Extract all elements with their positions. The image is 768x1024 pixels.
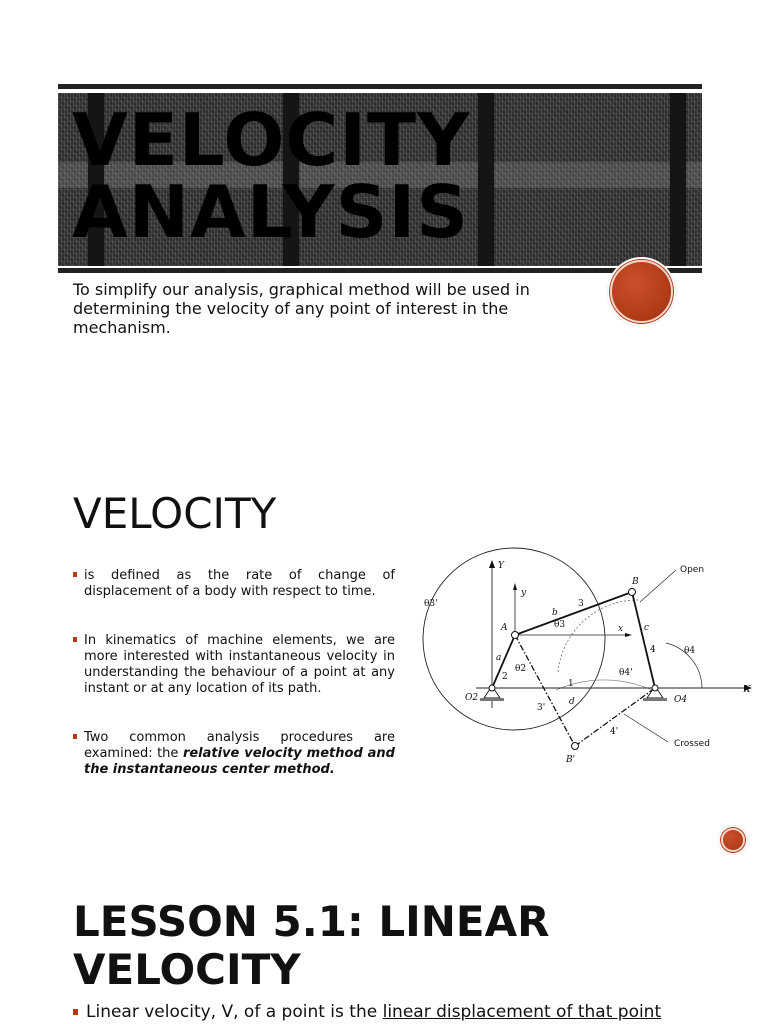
label-x: x <box>618 624 624 634</box>
label-y: y <box>521 588 527 598</box>
velocity-bullet-list <box>73 568 395 811</box>
label-B: B <box>632 577 639 587</box>
label-4p: 4' <box>610 727 619 737</box>
label-a: a <box>496 653 502 663</box>
banner-top-line <box>58 84 702 89</box>
label-b: b <box>552 608 558 618</box>
ground-O2-base <box>480 698 504 701</box>
local-y-arrow <box>513 583 517 590</box>
linear-velocity-bullet <box>73 1002 661 1022</box>
label-open: Open <box>680 565 705 575</box>
link-4-crossed <box>575 688 655 746</box>
label-theta4: θ4 <box>684 646 696 656</box>
bullet-item <box>73 568 395 600</box>
intro-text: To simplify our analysis, graphical method will be used in determining the velocity of any point of interest in the mechanism. <box>73 280 530 337</box>
pivot-Bp <box>572 743 579 750</box>
lesson-heading-line1: LESSON 5.1: LINEAR <box>73 897 550 946</box>
label-theta2: θ2 <box>515 664 527 674</box>
pivot-O4 <box>652 685 658 691</box>
slide-title-line1: VELOCITY <box>72 98 471 182</box>
pivot-A <box>512 632 519 639</box>
label-1: 1 <box>568 679 574 689</box>
bullet-text: Two common analysis procedures are examined: the <box>84 730 395 761</box>
label-3: 3 <box>578 599 584 609</box>
bullet-emphasis: relative velocity method and the instantaneous center method. <box>84 746 395 777</box>
crossed-leader <box>624 714 668 742</box>
banner-stripe <box>670 93 686 266</box>
label-O2: O2 <box>465 693 479 703</box>
bullet-text: Linear velocity, V, of a point is the <box>86 1002 383 1022</box>
bullet-item <box>73 633 395 697</box>
label-theta3p: θ3' <box>424 599 438 609</box>
label-O4: O4 <box>674 695 688 705</box>
bullet-text: In kinematics of machine elements, we are more interested with instantaneous velocity in understanding the behaviour of a point at any instant or at any location of its path. <box>84 633 395 696</box>
link-c <box>632 592 655 688</box>
slide-title <box>72 98 471 254</box>
open-leader <box>640 570 676 602</box>
label-d: d <box>569 697 575 707</box>
label-4: 4 <box>650 645 656 655</box>
lesson-heading-line2: VELOCITY <box>73 945 301 994</box>
pivot-B <box>629 589 636 596</box>
bullet-text: is defined as the rate of change of displacement of a body with respect to time. <box>84 568 395 599</box>
banner-stripe <box>478 93 494 266</box>
pivot-O2 <box>489 685 495 691</box>
lesson-heading <box>73 898 549 994</box>
ground-O4-base <box>643 698 667 701</box>
accent-circle-icon <box>718 825 748 855</box>
label-2: 2 <box>502 672 508 682</box>
slide-title-line2: ANALYSIS <box>72 170 470 254</box>
label-c: c <box>644 623 650 633</box>
label-Y: Y <box>498 561 504 571</box>
label-theta4p: θ4' <box>619 668 633 678</box>
link-b <box>515 592 632 635</box>
bullet-underlined: linear displacement of that point <box>382 1002 662 1022</box>
y-axis-arrow <box>489 560 495 568</box>
label-X: X <box>744 685 751 695</box>
label-3p: 3' <box>537 703 546 713</box>
bullet-item <box>73 730 395 778</box>
label-theta3: θ3 <box>554 620 566 630</box>
label-A: A <box>501 623 508 633</box>
label-crossed: Crossed <box>674 739 710 749</box>
four-bar-linkage-diagram <box>418 540 758 770</box>
label-Bp: B' <box>566 755 576 765</box>
accent-circle-icon <box>607 257 676 326</box>
banner-bottom-line <box>58 268 702 273</box>
local-x-arrow <box>625 633 632 637</box>
velocity-heading: VELOCITY <box>73 489 277 538</box>
